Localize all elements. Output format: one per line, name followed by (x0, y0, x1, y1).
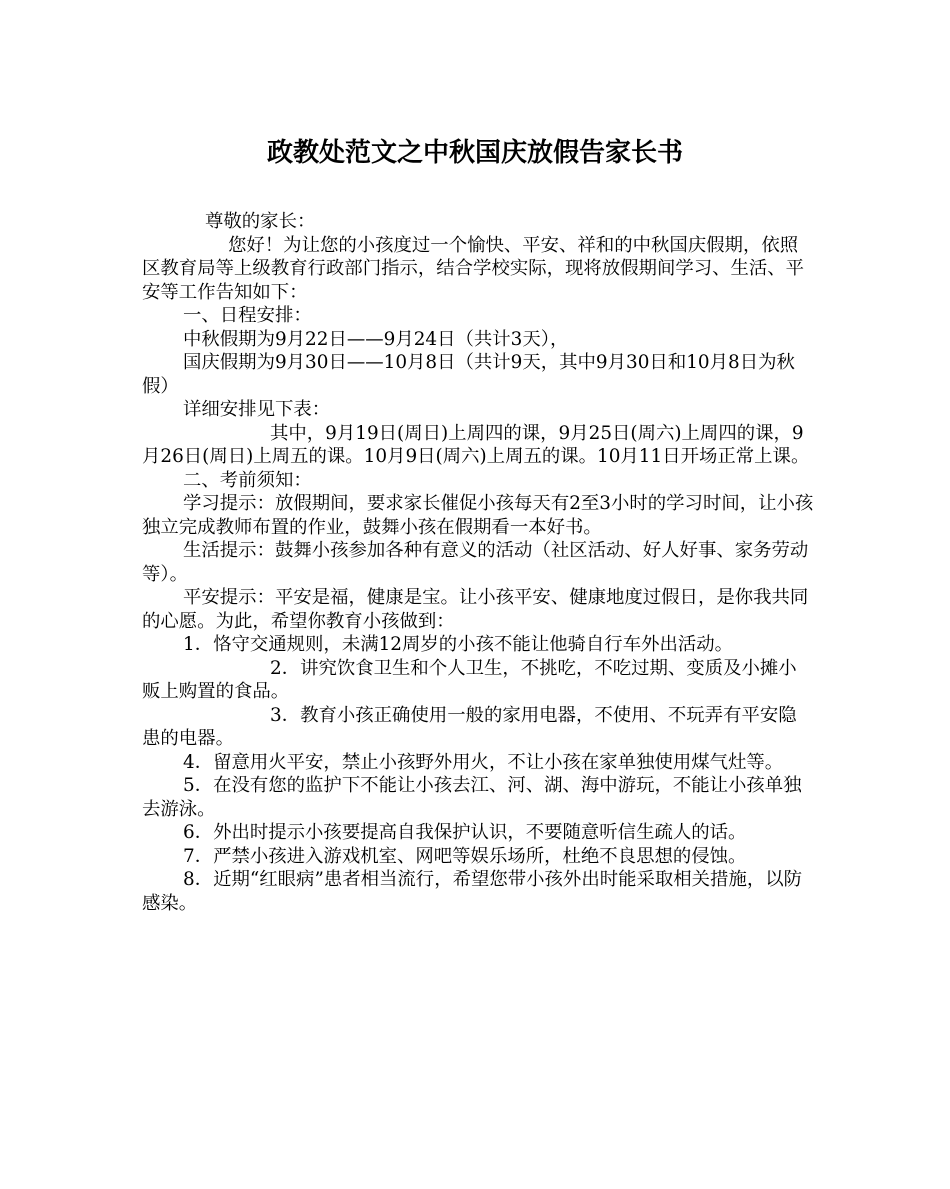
list-item: 5．在没有您的监护下不能让小孩去江、河、湖、海中游玩，不能让小孩单独去游泳。 (142, 775, 802, 820)
study-tip: 学习提示：放假期间，要求家长催促小孩每天有2至3小时的学习时间，让小孩独立完成教师布置的作业，鼓舞小孩在假期看一本好书。 (142, 493, 814, 538)
list-item: 7．严禁小孩进入游戏机室、网吧等娱乐场所，杜绝不良思想的侵蚀。 (183, 845, 747, 867)
safety-tip: 平安提示：平安是福，健康是宝。让小孩平安、健康地度过假日，是你我共同的心愿。为此，希望你教育小孩做到： (142, 587, 809, 632)
document-body (142, 210, 814, 915)
section-heading-notice: 二、考前须知： (183, 469, 312, 491)
list-item: 3．教育小孩正确使用一般的家用电器，不使用、不玩弄有平安隐患的电器。 (142, 704, 797, 749)
makeup-classes: 其中，9月19日(周日)上周四的课，9月25日(周六)上周四的课，9月26日(周日)上周五的课。10月9日(周六)上周五的课。10月11日开场正常上课。 (142, 422, 810, 467)
detail-intro: 详细安排见下表： (183, 399, 331, 420)
list-item: 6．外出时提示小孩要提高自我保护认识，不要随意听信生疏人的话。 (183, 822, 747, 843)
document-title: 政教处范文之中秋国庆放假告家长书 (266, 138, 683, 168)
salutation: 尊敬的家长： (205, 211, 316, 232)
list-item: 4．留意用火平安，禁止小孩野外用火，不让小孩在家单独使用煤气灶等。 (183, 751, 784, 773)
list-item: 8．近期“红眼病”患者相当流行，希望您带小孩外出时能采取相关措施，以防感染。 (142, 869, 803, 914)
greeting-paragraph: 您好！为让您的小孩度过一个愉快、平安、祥和的中秋国庆假期，依照区教育局等上级教育行政部门指示，结合学校实际，现将放假期间学习、生活、平安等工作告知如下： (142, 234, 805, 303)
list-item: 1．恪守交通规则，未满12周岁的小孩不能让他骑自行车外出活动。 (183, 634, 734, 655)
life-tip: 生活提示：鼓舞小孩参加各种有意义的活动（社区活动、好人好事、家务劳动等）。 (142, 540, 809, 585)
section-heading-schedule: 一、日程安排： (183, 305, 312, 326)
list-item: 2．讲究饮食卫生和个人卫生，不挑吃，不吃过期、变质及小摊小贩上购置的食品。 (142, 657, 797, 702)
mid-autumn-holiday: 中秋假期为9月22日——9月24日（共计3天）， (183, 328, 569, 350)
national-day-holiday: 国庆假期为9月30日——10月8日（共计9天，其中9月30日和10月8日为秋假） (142, 352, 795, 397)
